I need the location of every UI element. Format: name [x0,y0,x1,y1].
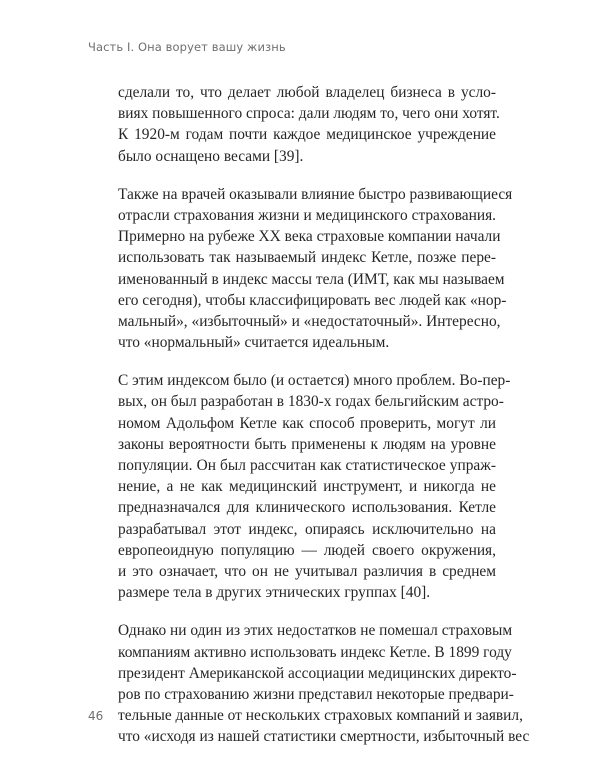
text-line: было оснащено весами [39]. [118,147,304,165]
text-line: что «исходя из нашей статистики смертности, избыточный вес [118,728,530,746]
text-line: европеоидную популяцию — людей своего окружения, [118,541,496,559]
text-line: ров по страхованию жизни представил некоторые предвари- [118,685,514,703]
body-text [118,82,530,764]
paragraph [118,184,513,354]
text-line: популяции. Он был рассчитан как статистическое упраж- [118,457,496,474]
text-line: виях повышенного спроса: дали людям то, чего они хотят. [118,105,500,123]
paragraph [118,620,530,747]
text-line: что «нормальный» считается идеальным. [118,334,390,352]
text-line: президент Американской ассоциации медицинских директо- [118,664,517,682]
text-line: разрабатывал этот индекс, опираясь исключительно на [118,520,496,538]
text-line: тельные данные от нескольких страховых компаний и заявил, [118,707,523,725]
running-header: Часть I. Она ворует вашу жизнь [88,40,286,54]
page-number: 46 [88,709,104,723]
text-line: использовать так называемый индекс Кетле, позже пере- [118,249,496,267]
text-line: законы вероятности быть применены к людям на уровне [118,435,496,453]
text-line: отрасли страхования жизни и медицинского страхования. [118,206,496,224]
text-line: именованный в индекс массы тела (ИМТ, как мы называем [118,270,505,288]
text-line: Примерно на рубеже XX века страховые компании начали [118,228,501,246]
text-line: предназначался для клинического использования. Кетле [118,499,496,517]
text-line: нение, а не как медицинский инструмент, и никогда не [118,478,496,496]
text-line: сделали то, что делает любой владелец бизнеса в усло- [118,84,496,101]
text-line: С этим индексом было (и остается) много проблем. Во-пер- [118,372,511,390]
text-line: и это означает, что он не учитывал различия в среднем [118,562,496,580]
paragraph [118,82,500,167]
text-line: мальный», «избыточный» и «недостаточный». Интересно, [118,312,501,330]
text-line: вых, он был разработан в 1830-х годах бельгийским астро- [118,393,504,411]
paragraph [118,370,511,603]
text-line: Однако ни один из этих недостатков не помешал страховым [118,622,513,640]
text-line: номом Адольфом Кетле как способ проверить, могут ли [118,414,496,432]
text-line: К 1920-м годам почти каждое медицинское учреждение [118,126,496,144]
text-line: Также на врачей оказывали влияние быстро развивающиеся [118,185,513,203]
text-line: компаниям активно использовать индекс Кетле. В 1899 году [118,643,512,661]
text-line: размере тела в других этнических группах [40]. [118,584,431,602]
text-line: его сегодня), чтобы классифицировать вес людей как «нор- [118,291,507,309]
